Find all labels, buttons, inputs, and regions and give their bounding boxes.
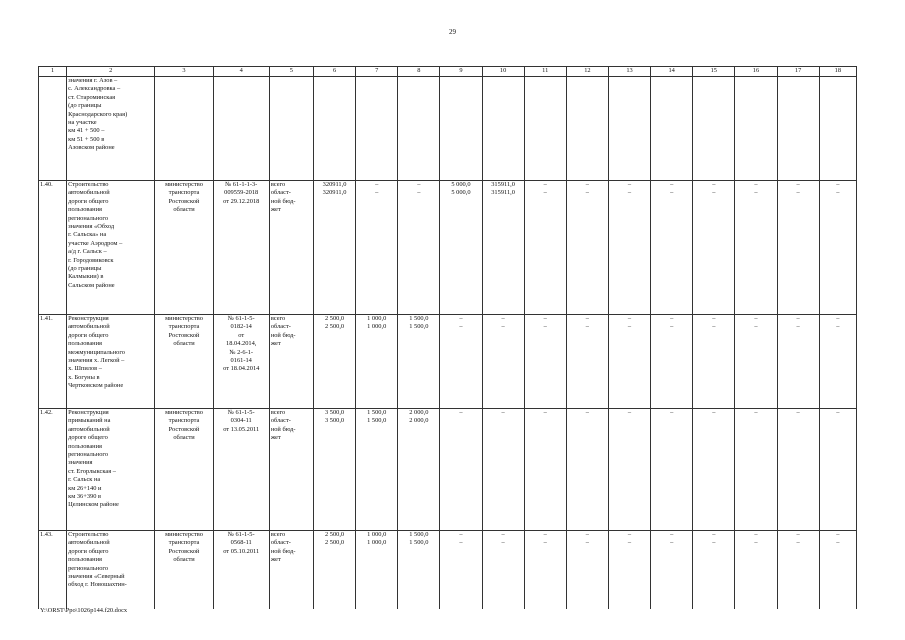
page-number: 29	[449, 28, 456, 36]
column-header: 5	[269, 67, 313, 77]
value-cell: 320911,0 320911,0	[313, 181, 355, 315]
document-ref: № 61-1-1-3- 009559-2018 от 29.12.2018	[213, 181, 269, 315]
column-header: 11	[524, 67, 566, 77]
document-ref: № 61-1-5- 0182-14 от 18.04.2014, № 2-6-1- 0161-14 от 18.04.2014	[213, 315, 269, 409]
value-cell: –	[819, 409, 856, 531]
value-cell: 1 500,0 1 500,0	[398, 531, 440, 609]
column-header: 17	[777, 67, 819, 77]
column-header: 2	[67, 67, 155, 77]
value-cell: – –	[735, 531, 777, 609]
value-cell: – –	[482, 315, 524, 409]
value-cell: – –	[651, 315, 693, 409]
value-cell: – –	[651, 181, 693, 315]
value-cell	[313, 77, 355, 181]
value-cell: –	[777, 409, 819, 531]
value-cell: 315911,0 315911,0	[482, 181, 524, 315]
document-ref: № 61-1-5- 0568-11 от 05.10.2011	[213, 531, 269, 609]
value-cell: – –	[398, 181, 440, 315]
value-cell	[566, 77, 608, 181]
value-cell: – –	[693, 531, 735, 609]
column-header: 6	[313, 67, 355, 77]
data-table	[38, 66, 857, 609]
column-header: 7	[356, 67, 398, 77]
table-row	[39, 77, 857, 181]
executor: министерство транспорта Ростовской области	[155, 531, 213, 609]
value-cell: – –	[482, 531, 524, 609]
value-cell: 3 500,0 3 500,0	[313, 409, 355, 531]
funding-source: всего област- ной бюд- жет	[269, 409, 313, 531]
value-cell: 1 500,0 1 500,0	[398, 315, 440, 409]
value-cell	[777, 77, 819, 181]
value-cell	[356, 77, 398, 181]
value-cell: 2 000,0 2 000,0	[398, 409, 440, 531]
value-cell	[735, 77, 777, 181]
column-header: 12	[566, 67, 608, 77]
table-row	[39, 531, 857, 609]
document-ref	[213, 77, 269, 181]
value-cell: – –	[566, 181, 608, 315]
value-cell: 2 500,0 2 500,0	[313, 531, 355, 609]
value-cell: – –	[566, 531, 608, 609]
executor	[155, 77, 213, 181]
file-path: Y:\ORST\Ppo\1026p144.f20.docx	[40, 607, 128, 614]
value-cell: 5 000,0 5 000,0	[440, 181, 482, 315]
value-cell: – –	[524, 181, 566, 315]
executor: министерство транспорта Ростовской области	[155, 181, 213, 315]
funding-source: всего област- ной бюд- жет	[269, 181, 313, 315]
value-cell: – –	[735, 181, 777, 315]
column-header: 13	[608, 67, 650, 77]
value-cell: – –	[356, 181, 398, 315]
document-ref: № 61-1-5- 0304-11 от 13.05.2011	[213, 409, 269, 531]
value-cell: – –	[819, 315, 856, 409]
project-name: значения г. Азов – с. Александровка – ст. Староминская (до границы Краснодарского края) на участке км 41 + 500 – км 51 + 500 в Азовском районе	[67, 77, 155, 181]
funding-source: всего област- ной бюд- жет	[269, 531, 313, 609]
value-cell: –	[524, 409, 566, 531]
value-cell: – –	[777, 315, 819, 409]
column-header: 10	[482, 67, 524, 77]
value-cell: – –	[524, 531, 566, 609]
row-number: 1.40.	[39, 181, 67, 315]
value-cell: 1 000,0 1 000,0	[356, 531, 398, 609]
table-row	[39, 181, 857, 315]
value-cell: – –	[440, 315, 482, 409]
value-cell: – –	[651, 531, 693, 609]
table-row	[39, 315, 857, 409]
value-cell: – –	[608, 181, 650, 315]
funding-source: всего област- ной бюд- жет	[269, 315, 313, 409]
executor: министерство транспорта Ростовской области	[155, 409, 213, 531]
row-number	[39, 77, 67, 181]
column-header: 15	[693, 67, 735, 77]
column-header: 9	[440, 67, 482, 77]
value-cell: 1 000,0 1 000,0	[356, 315, 398, 409]
column-header: 1	[39, 67, 67, 77]
project-name: Реконструкция автомобильной дороги общего пользования межмуниципального значения х. Легкой – х. Шпилов – х. Богуны в Чертковском районе	[67, 315, 155, 409]
value-cell	[693, 77, 735, 181]
value-cell: – –	[693, 315, 735, 409]
header-row	[39, 67, 857, 77]
column-header: 4	[213, 67, 269, 77]
project-name: Реконструкция примыканий на автомобильной дороге общего пользования регионального значения ст. Егорлыкская – г. Сальск на км 26+140 и км 36+390 в Целинском районе	[67, 409, 155, 531]
value-cell	[524, 77, 566, 181]
value-cell: 1 500,0 1 500,0	[356, 409, 398, 531]
value-cell: – –	[819, 181, 856, 315]
value-cell	[819, 77, 856, 181]
value-cell: – –	[777, 531, 819, 609]
row-number: 1.43.	[39, 531, 67, 609]
value-cell: –	[566, 409, 608, 531]
value-cell: – –	[735, 315, 777, 409]
value-cell: – –	[777, 181, 819, 315]
value-cell: –	[482, 409, 524, 531]
value-cell	[398, 77, 440, 181]
value-cell: 2 500,0 2 500,0	[313, 315, 355, 409]
funding-source	[269, 77, 313, 181]
value-cell: – –	[440, 531, 482, 609]
value-cell: – –	[693, 181, 735, 315]
value-cell	[440, 77, 482, 181]
value-cell: –	[651, 409, 693, 531]
value-cell: –	[735, 409, 777, 531]
value-cell: – –	[819, 531, 856, 609]
executor: министерство транспорта Ростовской области	[155, 315, 213, 409]
column-header: 18	[819, 67, 856, 77]
value-cell: – –	[566, 315, 608, 409]
table-row	[39, 409, 857, 531]
value-cell	[608, 77, 650, 181]
value-cell: – –	[524, 315, 566, 409]
value-cell: –	[693, 409, 735, 531]
column-header: 14	[651, 67, 693, 77]
project-name: Строительство автомобильной дороги общего пользования регионального значения «Обход г. Сальска» на участке Аэродром – а/д г. Сальск – г. Городовиковск (до границы Калмыкии) в Сальском районе	[67, 181, 155, 315]
value-cell	[482, 77, 524, 181]
value-cell: –	[608, 409, 650, 531]
column-header: 16	[735, 67, 777, 77]
value-cell: – –	[608, 315, 650, 409]
value-cell: –	[440, 409, 482, 531]
column-header: 8	[398, 67, 440, 77]
row-number: 1.41.	[39, 315, 67, 409]
value-cell: – –	[608, 531, 650, 609]
table-body	[39, 77, 857, 609]
project-name: Строительство автомобильной дороги общего пользования регионального значения «Северный обход г. Новошахтин-	[67, 531, 155, 609]
value-cell	[651, 77, 693, 181]
column-header: 3	[155, 67, 213, 77]
row-number: 1.42.	[39, 409, 67, 531]
